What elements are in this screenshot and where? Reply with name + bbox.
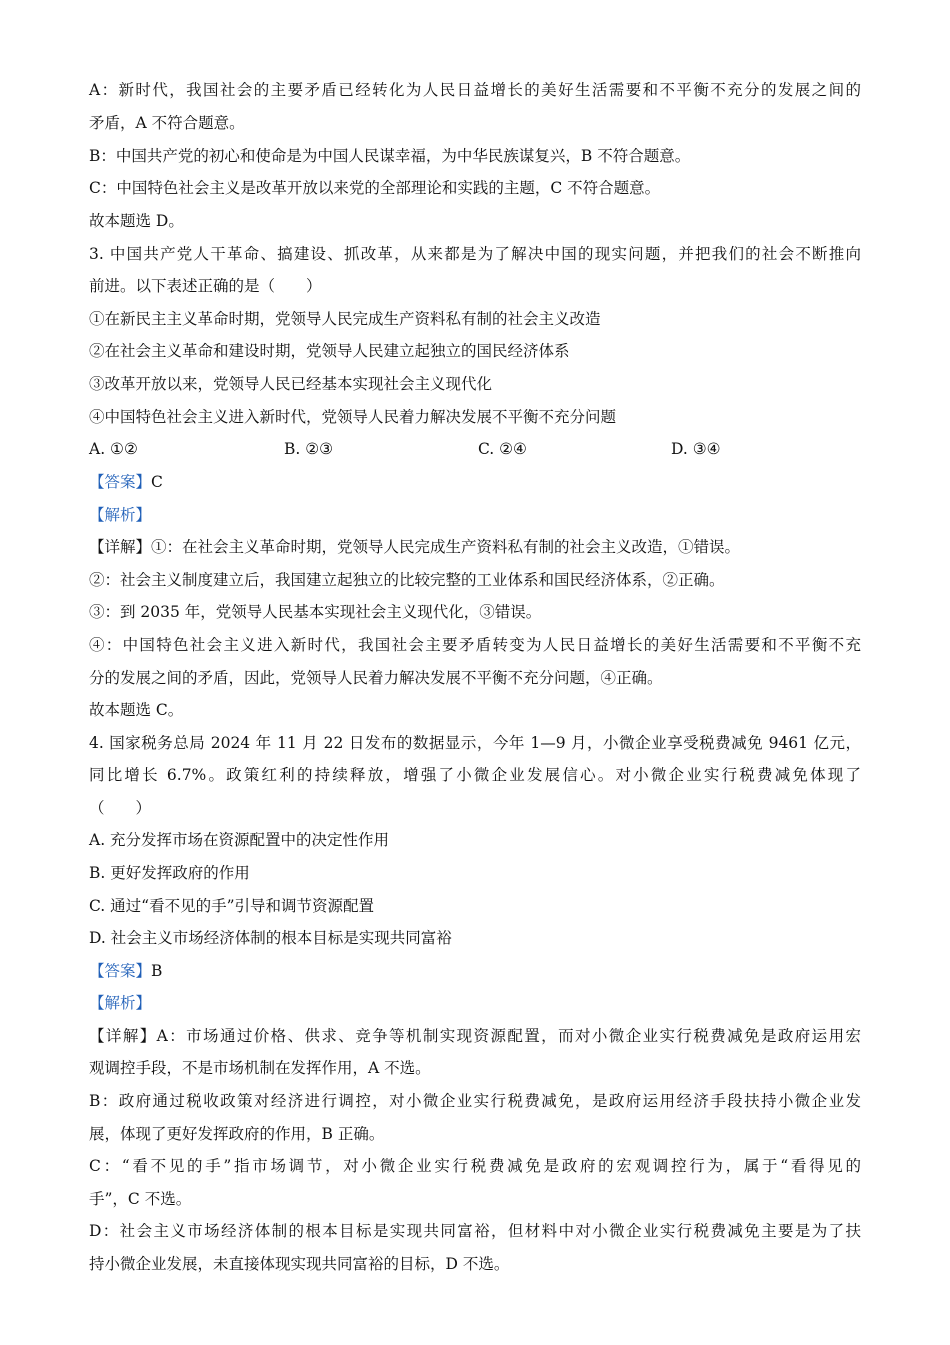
q3-conclusion: 故本题选 C。	[89, 701, 184, 719]
q4-detail-c-line2: 手”，C 不选。	[89, 1190, 192, 1208]
q3-stem-line1: 3. 中国共产党人干革命、搞建设、抓改革，从来都是为了解决中国的现实问题，并把我们的社会不断推向	[89, 245, 861, 263]
answer-value: C	[151, 473, 163, 491]
detail-text: ①：在社会主义革命时期，党领导人民完成生产资料私有制的社会主义改造，①错误。	[151, 538, 741, 556]
q3-detail-3: ③：到 2035 年，党领导人民基本实现社会主义现代化，③错误。	[89, 603, 542, 621]
q3-stem-line2: 前进。以下表述正确的是（ ）	[89, 277, 322, 295]
q4-detail-a-line2: 观调控手段，不是市场机制在发挥作用，A 不选。	[89, 1059, 431, 1077]
q4-stem-line1: 4. 国家税务总局 2024 年 11 月 22 日发布的数据显示，今年 1—9 月，小微企业享受税费减免 9461 亿元，	[89, 734, 861, 752]
q4-detail-b-line1: B：政府通过税收政策对经济进行调控，对小微企业实行税费减免，是政府运用经济手段扶持小微企业发	[89, 1092, 861, 1110]
q3-option-a: A. ①②	[89, 440, 138, 458]
q4-detail-d-line1: D：社会主义市场经济体制的根本目标是实现共同富裕，但材料中对小微企业实行税费减免主要是为了扶	[89, 1222, 861, 1240]
q3-detail-1	[89, 537, 740, 557]
q4-detail-b-line2: 展，体现了更好发挥政府的作用，B 正确。	[89, 1125, 385, 1143]
q4-analysis-tag: 【解析】	[89, 994, 152, 1012]
q4-option-c: C. 通过“看不见的手”引导和调节资源配置	[89, 897, 375, 915]
q3-option-d: D. ③④	[671, 440, 721, 458]
q3-statement-2: ②在社会主义革命和建设时期，党领导人民建立起独立的国民经济体系	[89, 342, 570, 360]
q3-option-b: B. ②③	[284, 440, 334, 458]
q4-option-d: D. 社会主义市场经济体制的根本目标是实现共同富裕	[89, 929, 452, 947]
q2-analysis-a-line1: A：新时代，我国社会的主要矛盾已经转化为人民日益增长的美好生活需要和不平衡不充分的发展之间的	[89, 81, 861, 99]
detail-tag: 【详解】	[89, 1027, 157, 1045]
q3-statement-3: ③改革开放以来，党领导人民已经基本实现社会主义现代化	[89, 375, 493, 393]
detail-tag: 【详解】	[89, 538, 152, 556]
detail-text: A：市场通过价格、供求、竞争等机制实现资源配置，而对小微企业实行税费减免是政府运用宏	[156, 1027, 861, 1045]
q3-option-c: C. ②④	[478, 440, 527, 458]
answer-tag: 【答案】	[89, 962, 152, 980]
q4-option-a: A. 充分发挥市场在资源配置中的决定性作用	[89, 831, 390, 849]
q4-option-b: B. 更好发挥政府的作用	[89, 864, 250, 882]
q4-answer	[89, 961, 162, 981]
q4-detail-c-line1: C：“看不见的手”指市场调节，对小微企业实行税费减免是政府的宏观调控行为，属于“看得见的	[89, 1157, 861, 1175]
q4-stem-line2: 同比增长 6.7%。政策红利的持续释放，增强了小微企业发展信心。对小微企业实行税费减免体现了	[89, 766, 861, 784]
q3-detail-4-line1: ④：中国特色社会主义进入新时代，我国社会主要矛盾转变为人民日益增长的美好生活需要和不平衡不充	[89, 636, 861, 654]
q4-stem-line3: （ ）	[89, 799, 152, 817]
answer-tag: 【答案】	[89, 473, 152, 491]
q3-detail-4-line2: 分的发展之间的矛盾，因此，党领导人民着力解决发展不平衡不充分问题，④正确。	[89, 669, 663, 687]
q3-answer	[89, 472, 163, 492]
q3-detail-2: ②：社会主义制度建立后，我国建立起独立的比较完整的工业体系和国民经济体系，②正确。	[89, 571, 725, 589]
q3-analysis-tag: 【解析】	[89, 506, 152, 524]
q3-statement-1: ①在新民主主义革命时期，党领导人民完成生产资料私有制的社会主义改造	[89, 310, 601, 328]
q4-detail-d-line2: 持小微企业发展，未直接体现实现共同富裕的目标，D 不选。	[89, 1255, 510, 1273]
q2-analysis-c: C：中国特色社会主义是改革开放以来党的全部理论和实践的主题，C 不符合题意。	[89, 179, 661, 197]
answer-value: B	[151, 962, 163, 980]
q2-conclusion: 故本题选 D。	[89, 212, 184, 230]
q2-analysis-b: B：中国共产党的初心和使命是为中国人民谋幸福，为中华民族谋复兴，B 不符合题意。	[89, 147, 691, 165]
q4-detail-a-line1	[89, 1026, 861, 1046]
q3-statement-4: ④中国特色社会主义进入新时代，党领导人民着力解决发展不平衡不充分问题	[89, 408, 617, 426]
q2-analysis-a-line2: 矛盾，A 不符合题意。	[89, 114, 245, 132]
